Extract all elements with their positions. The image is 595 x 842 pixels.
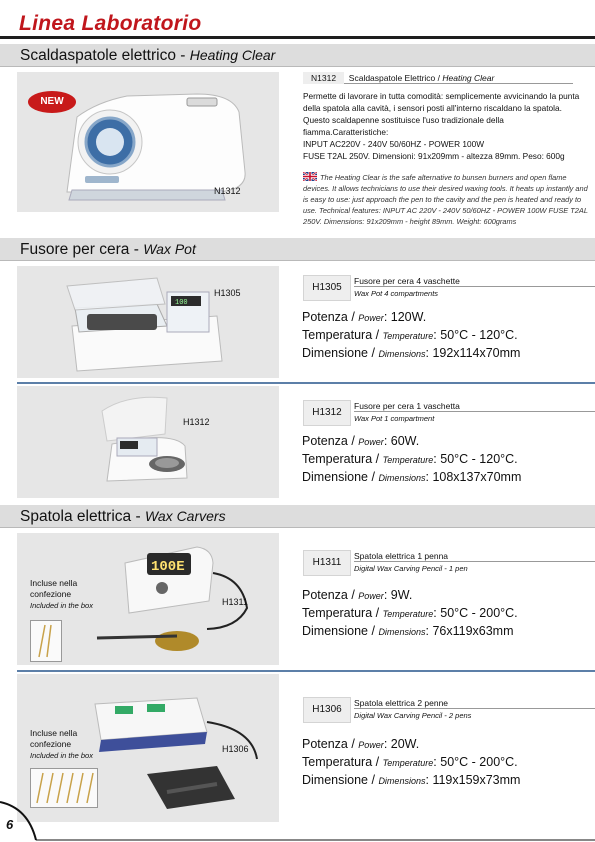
product-title-h1306: Spatola elettrica 2 penne: [354, 698, 595, 709]
dimensions-h1306: Dimensione / Dimensions: 119x159x73mm: [302, 773, 521, 787]
included-note-h1311: Incluse nella confezione Included in the box: [30, 578, 93, 610]
code-box-h1306: H1306: [303, 697, 351, 723]
divider-rule: [17, 670, 595, 672]
photo-code-h1305: H1305: [214, 288, 241, 298]
section-title-heating: Scaldaspatole elettrico - Heating Clear: [20, 47, 276, 64]
product-subtitle-h1305: Wax Pot 4 compartments: [354, 289, 439, 298]
photo-code-h1311: H1311: [222, 597, 248, 607]
photo-code-h1312: H1312: [183, 417, 210, 427]
section-title-carvers: Spatola elettrica - Wax Carvers: [20, 508, 226, 525]
wax-pot-4-image: [17, 266, 279, 378]
product-subtitle-h1311: Digital Wax Carving Pencil - 1 pen: [354, 564, 468, 573]
product-title-h1311: Spatola elettrica 1 penna: [354, 551, 595, 562]
uk-flag-icon: [303, 172, 317, 181]
product-title-n1312: N1312 Scaldaspatole Elettrico / Heating Clear: [303, 73, 573, 84]
included-pen-thumb-h1311: [30, 620, 62, 662]
footer-line: [0, 800, 595, 842]
included-note-h1306: Incluse nella confezione Included in the box: [30, 728, 93, 760]
temperature-h1311: Temperatura / Temperature: 50°C - 200°C.: [302, 606, 518, 620]
photo-code-h1306: H1306: [222, 744, 249, 754]
power-h1306: Potenza / Power: 20W.: [302, 737, 420, 751]
code-box-h1311: H1311: [303, 550, 351, 576]
product-desc-en-n1312: The Heating Clear is the safe alternative to bunsen burners and open flame devices. It allows technicians to use their desired waxing tools. It heats up instantly and is easy to use: just approach the pen to the cavity and the pen is heated and ready to use. Technical features: INPUT AC 220V - 240V 50/60HZ - POWER 100W FUSE T2AL 250V. Dimensions: 91x209mm - height 89mm. Weight: 600grams: [303, 173, 588, 226]
section-title-waxpot: Fusore per cera - Wax Pot: [20, 241, 196, 258]
dimensions-h1305: Dimensione / Dimensions: 192x114x70mm: [302, 346, 521, 360]
code-box-h1305: H1305: [303, 275, 351, 301]
product-subtitle-h1312: Wax Pot 1 compartment: [354, 414, 435, 423]
temperature-h1306: Temperatura / Temperature: 50°C - 200°C.: [302, 755, 518, 769]
page-title: Linea Laboratorio: [19, 12, 202, 35]
dimensions-h1311: Dimensione / Dimensions: 76x119x63mm: [302, 624, 514, 638]
divider-rule: [17, 382, 595, 384]
power-h1311: Potenza / Power: 9W.: [302, 588, 413, 602]
code-box-h1312: H1312: [303, 400, 351, 426]
product-title-h1305: Fusore per cera 4 vaschette: [354, 276, 595, 287]
product-desc-n1312: Permette di lavorare in tutta comodità: semplicemente avvicinando la punta della spatola alla cavità, i sensori posti all'interno riscaldano la spatola. Questo scaldapenne sostituisce l'uso tradizionale della fiamma.Caratteristiche: INPUT AC220V - 240V 50/60HZ - POWER 100W FUSE T2AL 250V. Dimensioni: 91x209mm - altezza 89mm. Peso: 600g: [303, 91, 580, 161]
power-h1312: Potenza / Power: 60W.: [302, 434, 420, 448]
new-badge: NEW: [28, 91, 76, 113]
product-title-h1312: Fusore per cera 1 vaschetta: [354, 401, 595, 412]
product-photo-h1305: [17, 266, 279, 378]
product-photo-h1312: [17, 386, 279, 498]
display-readout: 100E: [151, 559, 185, 575]
temperature-h1312: Temperatura / Temperature: 50°C - 120°C.: [302, 452, 518, 466]
power-h1305: Potenza / Power: 120W.: [302, 310, 427, 324]
svg-text:100: 100: [175, 299, 188, 307]
page-number: 6: [6, 817, 14, 832]
wax-pot-1-image: [17, 386, 279, 498]
photo-code-n1312: N1312: [214, 186, 241, 196]
dimensions-h1312: Dimensione / Dimensions: 108x137x70mm: [302, 470, 522, 484]
temperature-h1305: Temperatura / Temperature: 50°C - 120°C.: [302, 328, 518, 342]
product-subtitle-h1306: Digital Wax Carving Pencil - 2 pens: [354, 711, 472, 720]
header-rule: [0, 36, 595, 39]
